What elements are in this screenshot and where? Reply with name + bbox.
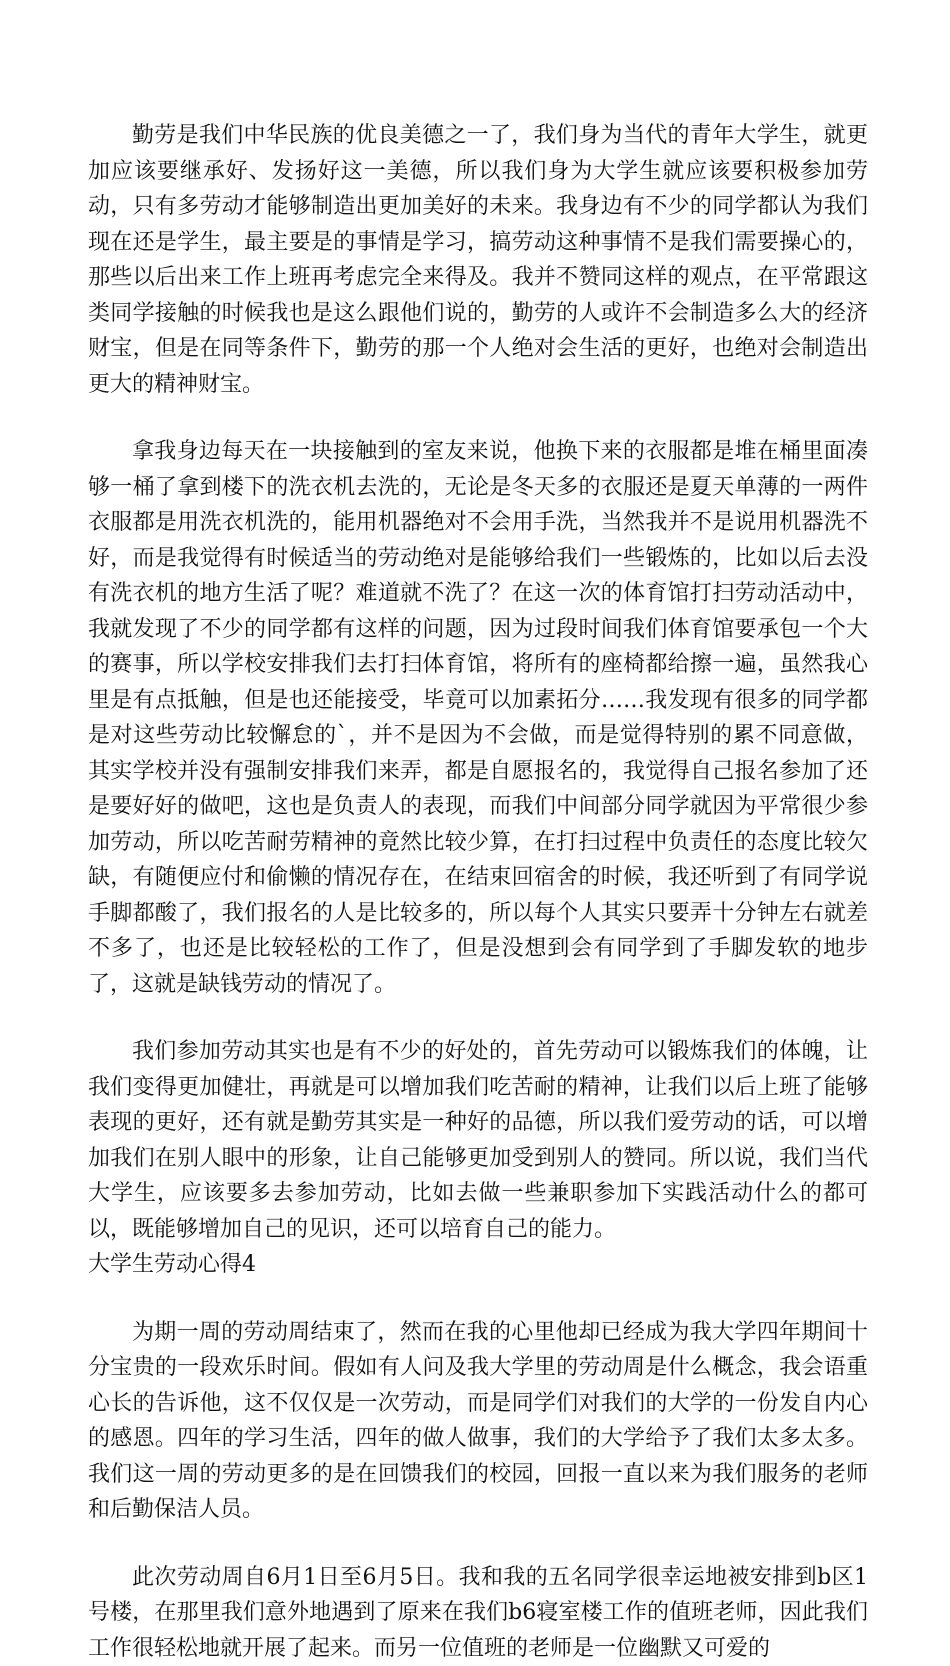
document-body: [88, 118, 868, 1666]
paragraph: 此次劳动周自6月1日至6月5日。我和我的五名同学很幸运地被安排到b区1号楼，在那里我们意外地遇到了原来在我们b6寝室楼工作的值班老师，因此我们工作很轻松地就开展了起来。而另一位值班的老师是一位幽默又可爱的: [88, 1560, 868, 1666]
paragraph: 我们参加劳动其实也是有不少的好处的，首先劳动可以锻炼我们的体魄，让我们变得更加健壮，再就是可以增加我们吃苦耐的精神，让我们以后上班了能够表现的更好，还有就是勤劳其实是一种好的品德，所以我们爱劳动的话，可以增加我们在别人眼中的形象，让自己能够更加受到别人的赞同。所以说，我们当代大学生，应该要多去参加劳动，比如去做一些兼职参加下实践活动什么的都可以，既能够增加自己的见识，还可以培育自己的能力。: [88, 1034, 868, 1247]
paragraph-gap: [88, 1002, 868, 1034]
section-heading: 大学生劳动心得4: [88, 1247, 868, 1283]
paragraph: 勤劳是我们中华民族的优良美德之一了，我们身为当代的青年大学生，就更加应该要继承好、发扬好这一美德，所以我们身为大学生就应该要积极参加劳动，只有多劳动才能够制造出更加美好的未来。我身边有不少的同学都认为我们现在还是学生，最主要是的事情是学习，搞劳动这种事情不是我们需要操心的，那些以后出来工作上班再考虑完全来得及。我并不赞同这样的观点，在平常跟这类同学接触的时候我也是这么跟他们说的，勤劳的人或许不会制造多么大的经济财宝，但是在同等条件下，勤劳的那一个人绝对会生活的更好，也绝对会制造出更大的精神财宝。: [88, 118, 868, 402]
paragraph-gap: [88, 1283, 868, 1315]
paragraph-gap: [88, 402, 868, 434]
paragraph: 拿我身边每天在一块接触到的室友来说，他换下来的衣服都是堆在桶里面凑够一桶了拿到楼下的洗衣机去洗的，无论是冬天多的衣服还是夏天单薄的一两件衣服都是用洗衣机洗的，能用机器绝对不会用手洗，当然我并不是说用机器洗不好，而是我觉得有时候适当的劳动绝对是能够给我们一些锻炼的，比如以后去没有洗衣机的地方生活了呢？难道就不洗了？在这一次的体育馆打扫劳动活动中，我就发现了不少的同学都有这样的问题，因为过段时间我们体育馆要承包一个大的赛事，所以学校安排我们去打扫体育馆，将所有的座椅都给擦一遍，虽然我心里是有点抵触，但是也还能接受，毕竟可以加素拓分……我发现有很多的同学都是对这些劳动比较懈怠的`，并不是因为不会做，而是觉得特别的累不同意做，其实学校并没有强制安排我们来弄，都是自愿报名的，我觉得自己报名参加了还是要好好的做吧，这也是负责人的表现，而我们中间部分同学就因为平常很少参加劳动，所以吃苦耐劳精神的竟然比较少算，在打扫过程中负责任的态度比较欠缺，有随便应付和偷懒的情况存在，在结束回宿舍的时候，我还听到了有同学说手脚都酸了，我们报名的人是比较多的，所以每个人其实只要弄十分钟左右就差不多了，也还是比较轻松的工作了，但是没想到会有同学到了手脚发软的地步了，这就是缺钱劳动的情况了。: [88, 434, 868, 1002]
paragraph-gap: [88, 1528, 868, 1560]
paragraph: 为期一周的劳动周结束了，然而在我的心里他却已经成为我大学四年期间十分宝贵的一段欢乐时间。假如有人问及我大学里的劳动周是什么概念，我会语重心长的告诉他，这不仅仅是一次劳动，而是同学们对我们的大学的一份发自内心的感恩。四年的学习生活，四年的做人做事，我们的大学给予了我们太多太多。我们这一周的劳动更多的是在回馈我们的校园，回报一直以来为我们服务的老师和后勤保洁人员。: [88, 1315, 868, 1528]
